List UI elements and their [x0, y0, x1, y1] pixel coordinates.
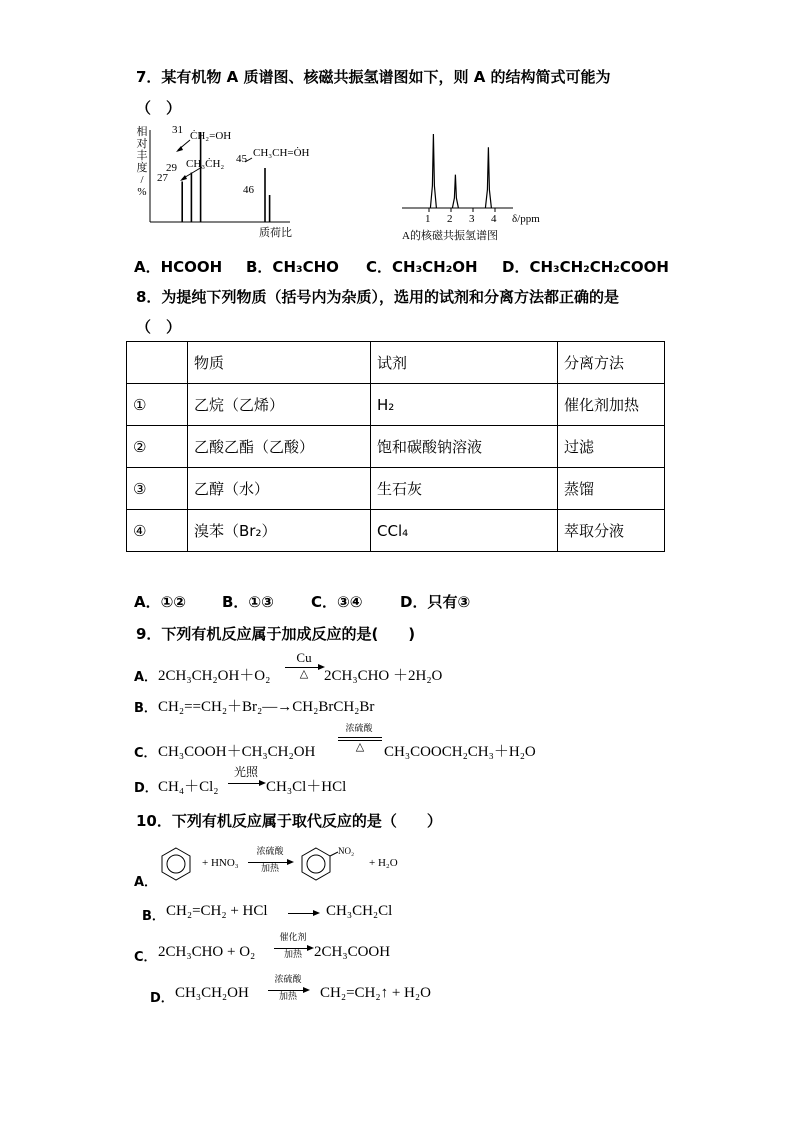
table-cell: ②	[127, 426, 188, 468]
q10-a-cond-top: 浓硫酸	[256, 847, 284, 857]
q10-b-arrow	[288, 913, 314, 914]
q9-option-c-label[interactable]: C．	[134, 746, 157, 761]
header-cell	[127, 342, 188, 384]
q8-paren: （ ）	[136, 318, 182, 336]
q9-c-cond-top: 浓硫酸	[345, 724, 373, 734]
table-header-row	[127, 342, 665, 384]
q10-d-arrow	[268, 990, 304, 991]
table-cell: 乙酸乙酯（乙酸）	[188, 426, 371, 468]
q10-stem: 10．下列有机反应属于取代反应的是（ ）	[136, 812, 442, 830]
q7-option-b[interactable]: B．CH₃CHO	[246, 258, 339, 276]
table-cell: ③	[127, 468, 188, 510]
q10-d-left: CH₃CH₂OH	[175, 985, 249, 1001]
nmr-caption: A的核磁共振氢谱图	[402, 230, 498, 242]
ms-ion-label-1: ĊH₂=OH	[190, 130, 232, 142]
table-cell: 生石灰	[371, 468, 558, 510]
ms-peak-label-31: 31	[172, 124, 183, 136]
q10-c-cond-bottom: 加热	[283, 950, 302, 960]
q9-option-a-label[interactable]: A．	[134, 670, 158, 685]
q10-b-left: CH₂=CH₂ + HCl	[166, 903, 268, 919]
q8-option-d[interactable]: D．只有③	[400, 593, 471, 611]
table-cell: ①	[127, 384, 188, 426]
nmr-peaks	[430, 134, 491, 208]
q10-c-right: 2CH₃COOH	[314, 944, 391, 960]
q8-option-b[interactable]: B．①③	[222, 593, 274, 611]
table-row	[127, 468, 665, 510]
nmr-peak-3	[485, 147, 491, 208]
ms-peak-label-46: 46	[243, 184, 254, 196]
q9-a-cond-bottom: △	[299, 668, 309, 680]
nitrobenzene-ring	[298, 846, 342, 887]
table-cell: 饱和碳酸钠溶液	[371, 426, 558, 468]
nmr-axis-unit: δ/ppm	[512, 213, 540, 225]
q9-a-cond-top: Cu	[296, 650, 312, 665]
q8-stem: 8．为提纯下列物质（括号内为杂质），选用的试剂和分离方法都正确的是	[136, 288, 619, 306]
q9-option-b-label[interactable]: B．	[134, 701, 157, 716]
q9-d-arrow-head	[259, 780, 266, 786]
nmr-tick-3: 3	[469, 213, 475, 225]
ms-arrow-2-head	[180, 175, 187, 181]
q10-a-tail: + H₂O	[369, 857, 398, 869]
nmr-tick-1: 1	[425, 213, 431, 225]
table-row	[127, 426, 665, 468]
ms-xlabel: 质荷比	[259, 227, 292, 239]
q9-stem: 9．下列有机反应属于加成反应的是( )	[136, 625, 416, 643]
q10-option-c-label[interactable]: C．	[134, 950, 157, 965]
table-cell: 萃取分液	[558, 510, 665, 552]
table-cell: 催化剂加热	[558, 384, 665, 426]
q10-option-a-label[interactable]: A．	[134, 875, 158, 890]
q10-c-cond-top: 催化剂	[279, 933, 307, 943]
q10-option-d-label[interactable]: D．	[150, 991, 174, 1006]
q7-stem: 7．某有机物 A 质谱图、核磁共振氢谱图如下，则 A 的结构简式可能为	[136, 68, 611, 86]
q8-option-a[interactable]: A．①②	[134, 593, 187, 611]
q9-d-arrow	[228, 783, 260, 784]
q9-c-cond-bottom: △	[355, 741, 365, 753]
q9-d-cond-top: 光照	[233, 765, 258, 779]
q9-d-right: CH₃Cl＋HCl	[266, 779, 347, 795]
header-cell: 分离方法	[558, 342, 665, 384]
table-row	[127, 510, 665, 552]
q9-d-left: CH₄＋Cl₂	[158, 779, 219, 795]
ms-peak-label-29: 29	[166, 162, 177, 174]
table-cell: CCl₄	[371, 510, 558, 552]
q9-option-d-label[interactable]: D．	[134, 781, 158, 796]
ms-ylabel: 相 对 丰 度 / %	[136, 126, 148, 198]
q10-a-cond-bottom: 加热	[260, 864, 279, 874]
q8-option-c[interactable]: C．③④	[311, 593, 363, 611]
q7-option-c[interactable]: C．CH₃CH₂OH	[366, 258, 478, 276]
nmr-ticks	[429, 208, 495, 212]
benzene-icon	[158, 846, 194, 882]
table-row	[127, 384, 665, 426]
nmr-spectrum-plot	[398, 126, 548, 226]
table-cell: 过滤	[558, 426, 665, 468]
q9-c-arrow-upper	[338, 737, 382, 738]
q10-c-arrow	[274, 948, 308, 949]
q7-paren: （ ）	[136, 99, 182, 117]
q10-d-right: CH₂=CH₂↑ + H₂O	[320, 985, 431, 1001]
q10-a-substituent: NO₂	[338, 846, 355, 856]
table-cell: H₂	[371, 384, 558, 426]
ms-bars	[182, 132, 269, 222]
table-cell: 乙烷（乙烯）	[188, 384, 371, 426]
ms-peak-label-27: 27	[157, 172, 168, 184]
benzene-ring	[158, 846, 194, 887]
q9-c-right: CH₃COOCH₂CH₃＋H₂O	[384, 744, 536, 760]
purification-table	[126, 341, 665, 552]
nmr-tick-2: 2	[447, 213, 453, 225]
q9-b-equation: CH₂==CH₂＋Br₂—→CH₂BrCH₂Br	[158, 699, 375, 715]
ms-ion-label-3: CH₃CH=ȮH	[253, 147, 310, 159]
table-cell: 乙醇（水）	[188, 468, 371, 510]
q7-option-a[interactable]: A．HCOOH	[134, 258, 223, 276]
q10-c-left: 2CH₃CHO + O₂	[158, 944, 256, 960]
q10-a-reagent: + HNO₃	[202, 857, 239, 869]
q10-a-arrow	[248, 862, 288, 863]
nmr-peak-1	[430, 134, 436, 208]
nitrobenzene-icon	[298, 846, 342, 882]
nmr-tick-4: 4	[491, 213, 497, 225]
table-cell: ④	[127, 510, 188, 552]
q9-c-left: CH₃COOH＋CH₃CH₂OH	[158, 744, 316, 760]
table-cell: 蒸馏	[558, 468, 665, 510]
q9-a-left: 2CH₃CH₂OH＋O₂	[158, 668, 271, 684]
table-cell: 溴苯（Br₂）	[188, 510, 371, 552]
q10-b-arrow-head	[313, 910, 320, 916]
q10-d-cond-top: 浓硫酸	[274, 975, 302, 985]
q10-option-b-label[interactable]: B．	[142, 909, 165, 924]
nmr-peak-2	[452, 175, 458, 208]
q7-option-d[interactable]: D．CH₃CH₂CH₂COOH	[502, 258, 669, 276]
q10-b-right: CH₃CH₂Cl	[326, 903, 393, 919]
ms-peak-label-45: 45	[236, 153, 247, 165]
header-cell: 物质	[188, 342, 371, 384]
q10-d-cond-bottom: 加热	[278, 992, 297, 1002]
ms-ion-label-2: CH₃ĊH₂	[186, 158, 225, 170]
q9-a-right: 2CH₃CHO ＋2H₂O	[324, 668, 443, 684]
header-cell: 试剂	[371, 342, 558, 384]
